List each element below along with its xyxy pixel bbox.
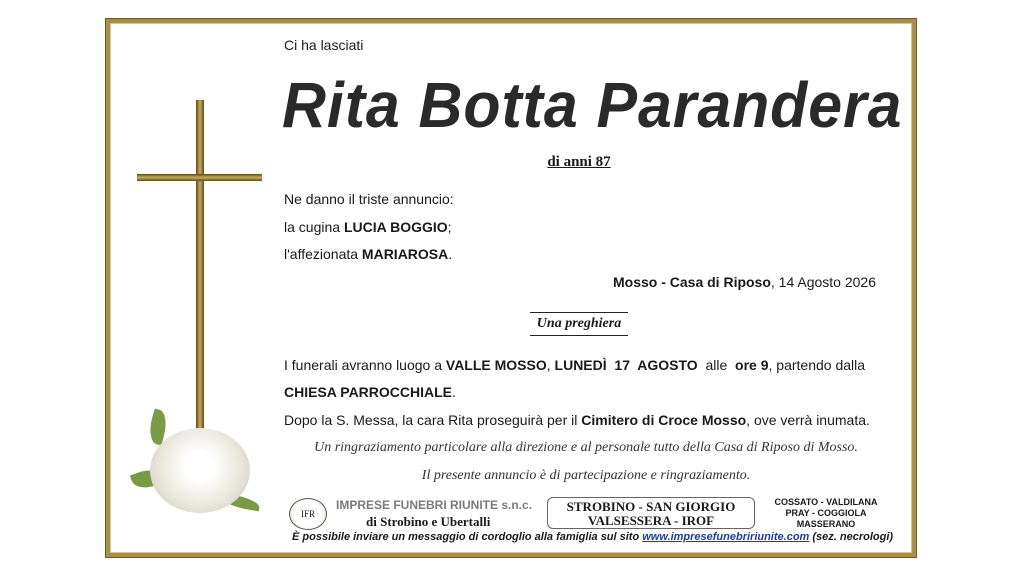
towns-list <box>766 497 886 530</box>
announce-line-2: la cugina LUCIA BOGGIO; <box>284 219 452 235</box>
intro-text: Ci ha lasciati <box>284 37 364 53</box>
company-subtitle: di Strobino e Ubertalli <box>366 514 491 529</box>
website-link[interactable]: www.impresefunebririunite.com <box>642 531 810 543</box>
branch-line-1: STROBINO - SAN GIORGIO <box>566 499 736 514</box>
cross-icon-bar <box>137 174 262 181</box>
towns-line-3: MASSERANO <box>796 519 856 529</box>
prayer-heading: Una preghiera <box>530 312 628 336</box>
age-text: di anni 87 <box>547 154 611 170</box>
thanks-line-2: Il presente annuncio è di partecipazione e ringraziamento. <box>421 468 751 483</box>
branch-box <box>547 497 755 529</box>
deceased-name: Rita Botta Parandera <box>282 69 903 141</box>
towns-line-2: PRAY - COGGIOLA <box>785 508 867 518</box>
cross-icon <box>196 100 204 430</box>
company-name: IMPRESE FUNEBRI RIUNITE s.n.c. <box>336 498 533 512</box>
footer-note: È possibile inviare un messaggio di cordoglio alla famiglia sul sito www.impresefunebririunite.com (sez. necrologi) <box>292 531 894 543</box>
funeral-line-2: CHIESA PARROCCHIALE. <box>284 384 456 400</box>
white-rose-icon <box>150 428 250 513</box>
announce-line-3: l'affezionata MARIAROSA. <box>284 246 453 262</box>
funeral-line-3: Dopo la S. Messa, la cara Rita proseguirà per il Cimitero di Croce Mosso, ove verrà inumata. <box>284 412 870 428</box>
announce-line-1: Ne danno il triste annuncio: <box>284 191 454 207</box>
place-date: Mosso - Casa di Riposo, 14 Agosto 2026 <box>612 274 876 290</box>
branch-line-2: VALSESSERA - IROF <box>587 513 715 528</box>
thanks-line-1: Un ringraziamento particolare alla direzione e al personale tutto della Casa di Riposo di Mosso. <box>314 440 858 455</box>
funeral-line-1: I funerali avranno luogo a VALLE MOSSO, LUNEDÌ 17 AGOSTO alle ore 9, partendo dalla <box>284 357 866 373</box>
towns-line-1: COSSATO - VALDILANA <box>774 497 878 507</box>
company-logo-icon: IFR <box>289 498 327 530</box>
